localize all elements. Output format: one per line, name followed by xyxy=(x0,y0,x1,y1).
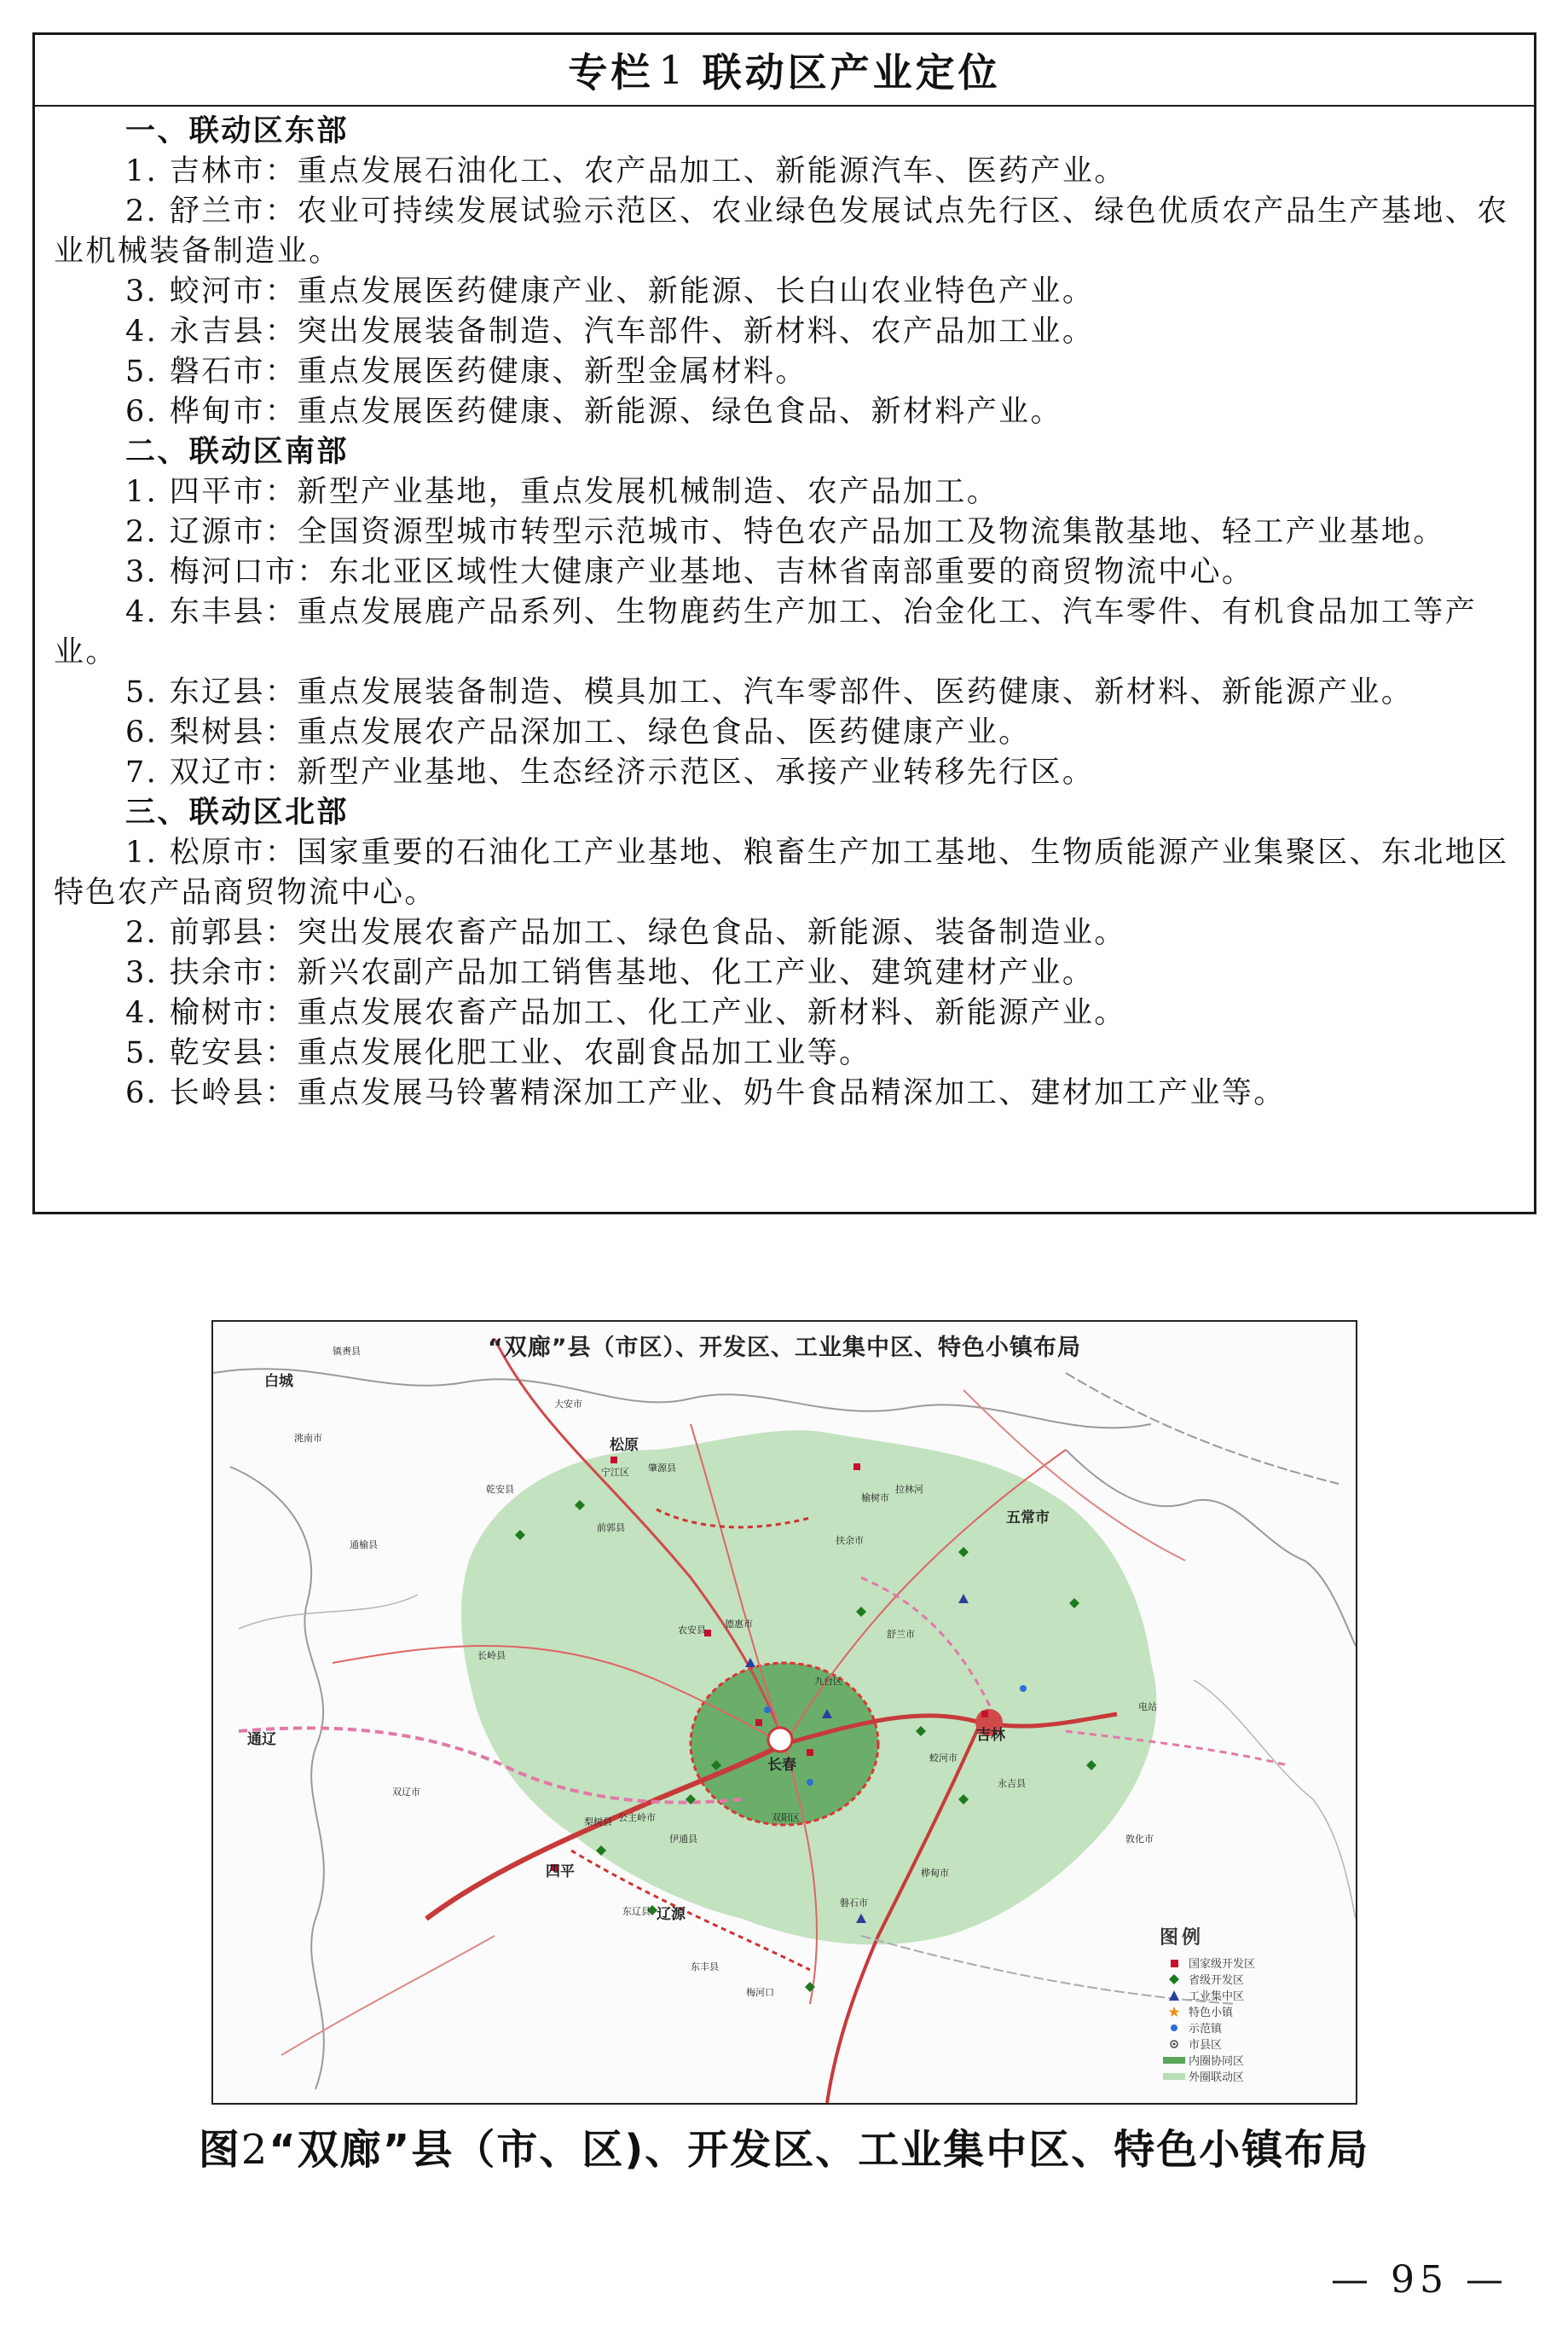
legend-list xyxy=(1160,1955,1339,2084)
map-place-label: 通辽 xyxy=(247,1731,276,1748)
map-place-label: 敦化市 xyxy=(1125,1833,1154,1845)
map-marker xyxy=(764,1706,771,1713)
map-marker xyxy=(755,1719,762,1726)
map-place-label: 白城 xyxy=(264,1373,293,1390)
legend-label: 特色小镇 xyxy=(1189,2007,1234,2019)
section-heading: 二、联动区南部 xyxy=(125,435,349,469)
map-place-label: 永吉县 xyxy=(998,1778,1026,1789)
map-marker xyxy=(610,1457,617,1463)
legend-item xyxy=(1160,2019,1339,2036)
legend-item xyxy=(1160,1955,1339,1971)
map-place-label: 拉林河 xyxy=(895,1484,923,1495)
map-place-label: 肇源县 xyxy=(648,1462,676,1474)
band-icon xyxy=(1160,2056,1189,2065)
column-title-number: 1 xyxy=(658,47,687,93)
page-number: — 95 — xyxy=(1331,2258,1508,2302)
column-box xyxy=(32,32,1536,1214)
map-marker xyxy=(807,1779,813,1786)
map-place-label: 农安县 xyxy=(678,1625,706,1636)
map-place-label: 榆树市 xyxy=(861,1492,889,1503)
figure-caption xyxy=(0,2117,1568,2175)
map-place-label: 双阳区 xyxy=(772,1812,800,1823)
list-item: 3. 梅河口市：东北亚区域性大健康产业基地、吉林省南部重要的商贸物流中心。 xyxy=(125,555,1254,589)
list-item: 3. 扶余市：新兴农副产品加工销售基地、化工产业、建筑建材产业。 xyxy=(125,956,1095,990)
legend-label: 内圈协同区 xyxy=(1189,2055,1245,2068)
list-item: 3. 蛟河市：重点发展医药健康产业、新能源、长白山农业特色产业。 xyxy=(125,275,1095,309)
map-place-label: 舒兰市 xyxy=(887,1629,915,1640)
legend-item xyxy=(1160,2003,1339,2019)
map-place-label: 磐石市 xyxy=(840,1897,868,1908)
list-item: 2. 舒兰市：农业可持续发展试验示范区、农业绿色发展试点先行区、绿色优质农产品生产基地、农业机械装备制造业。 xyxy=(54,194,1509,269)
ring-icon xyxy=(1160,2039,1189,2049)
list-item: 6. 长岭县：重点发展马铃薯精深加工产业、奶牛食品精深加工、建材加工产业等。 xyxy=(125,1076,1286,1110)
column-title-label: 专栏 xyxy=(568,49,654,96)
legend-item xyxy=(1160,1971,1339,1987)
list-item: 5. 东辽县：重点发展装备制造、模具加工、汽车零部件、医药健康、新材料、新能源产业。 xyxy=(125,675,1414,710)
map-marker xyxy=(981,1711,988,1717)
dot-icon xyxy=(1160,2023,1189,2033)
list-item: 5. 乾安县：重点发展化肥工业、农副食品加工业等。 xyxy=(125,1036,871,1070)
map-place-label: 东丰县 xyxy=(691,1961,719,1972)
map-place-label: 伊通县 xyxy=(669,1833,697,1845)
page-number-value: 95 xyxy=(1391,2258,1449,2302)
map-place-label: 通榆县 xyxy=(350,1539,378,1550)
map-marker xyxy=(853,1463,860,1470)
section-heading: 三、联动区北部 xyxy=(125,796,349,830)
legend-label: 市县区 xyxy=(1189,2039,1223,2052)
caption-number: 2 xyxy=(240,2126,269,2174)
map-marker xyxy=(1020,1685,1027,1692)
map-place-label: 四平 xyxy=(546,1863,575,1880)
list-item: 6. 桦甸市：重点发展医药健康、新能源、绿色食品、新材料产业。 xyxy=(125,395,1062,429)
legend-label: 工业集中区 xyxy=(1189,1990,1245,2003)
star-icon xyxy=(1160,2006,1189,2018)
column-title xyxy=(35,35,1534,107)
map-place-label: 长春 xyxy=(767,1757,796,1774)
map-place-label: 扶余市 xyxy=(836,1535,864,1546)
list-item: 4. 东丰县：重点发展鹿产品系列、生物鹿药生产加工、冶金化工、汽车零件、有机食品加工等产业。 xyxy=(54,595,1478,669)
map-place-label: 公主岭市 xyxy=(618,1812,656,1823)
legend-item xyxy=(1160,2052,1339,2068)
legend-title: 图例 xyxy=(1160,1927,1205,1949)
map-place-label: 宁江区 xyxy=(601,1467,629,1478)
list-item: 1. 松原市：国家重要的石油化工产业基地、粮畜生产加工基地、生物质能源产业集聚区、东北地区特色农产品商贸物流中心。 xyxy=(54,836,1509,910)
column-body xyxy=(35,107,1534,1114)
map-place-label: 长岭县 xyxy=(477,1650,506,1661)
map-place-label: 前郭县 xyxy=(597,1522,625,1533)
list-item: 2. 辽源市：全国资源型城市转型示范城市、特色农产品加工及物流集散基地、轻工产业基地。 xyxy=(125,515,1445,549)
legend-item xyxy=(1160,2068,1339,2084)
map-place-label: 蛟河市 xyxy=(929,1752,958,1764)
map-place-label: 德惠市 xyxy=(725,1619,753,1630)
caption-text: “双廊”县（市、区)、开发区、工业集中区、特色小镇布局 xyxy=(269,2126,1370,2174)
legend-label: 示范镇 xyxy=(1189,2023,1223,2036)
legend-item xyxy=(1160,1987,1339,2003)
map-place-label: 辽源 xyxy=(657,1906,686,1923)
legend-label: 省级开发区 xyxy=(1189,1974,1245,1987)
map-marker xyxy=(807,1749,813,1756)
legend-label: 国家级开发区 xyxy=(1189,1958,1256,1971)
map-place-label: 电站 xyxy=(1138,1701,1157,1712)
list-item: 4. 永吉县：突出发展装备制造、汽车部件、新材料、农产品加工业。 xyxy=(125,315,1095,349)
diamond-icon xyxy=(1160,1973,1189,1985)
map-place-label: 乾安县 xyxy=(486,1484,514,1495)
column-title-text: 联动区产业定位 xyxy=(702,49,1001,96)
list-item: 7. 双辽市：新型产业基地、生态经济示范区、承接产业转移先行区。 xyxy=(125,756,1095,790)
section-heading: 一、联动区东部 xyxy=(125,114,349,148)
map-place-label: 松原 xyxy=(610,1437,639,1454)
list-item: 1. 四平市：新型产业基地，重点发展机械制造、农产品加工。 xyxy=(125,475,999,509)
map-legend xyxy=(1160,1923,1339,2084)
map-place-label: 大安市 xyxy=(554,1399,582,1410)
map-place-label: 桦甸市 xyxy=(921,1868,949,1879)
triangle-icon xyxy=(1160,1990,1189,2001)
map-place-label: 洮南市 xyxy=(294,1433,322,1444)
square-icon xyxy=(1160,1958,1189,1968)
map-place-label: 梅河口 xyxy=(746,1987,774,1998)
layout-map xyxy=(211,1320,1357,2105)
legend-item xyxy=(1160,2036,1339,2052)
caption-prefix: 图 xyxy=(198,2126,241,2174)
map-place-label: 九台区 xyxy=(814,1676,842,1687)
map-place-label: 镇赉县 xyxy=(333,1346,361,1357)
legend-label: 外圈联动区 xyxy=(1189,2071,1245,2084)
band-icon xyxy=(1160,2072,1189,2081)
map-place-label: 吉林 xyxy=(976,1727,1005,1744)
map-place-label: 双辽市 xyxy=(392,1787,420,1798)
map-title: “双廊”县（市区）、开发区、工业集中区、特色小镇布局 xyxy=(488,1335,1081,1361)
map-place-label: 五常市 xyxy=(1006,1509,1050,1526)
list-item: 4. 榆树市：重点发展农畜产品加工、化工产业、新材料、新能源产业。 xyxy=(125,996,1126,1030)
list-item: 6. 梨树县：重点发展农产品深加工、绿色食品、医药健康产业。 xyxy=(125,715,1031,750)
list-item: 2. 前郭县：突出发展农畜产品加工、绿色食品、新能源、装备制造业。 xyxy=(125,916,1126,950)
map-place-label: 梨树县 xyxy=(584,1816,612,1827)
map-place-label: 东辽县 xyxy=(622,1906,651,1917)
list-item: 1. 吉林市：重点发展石油化工、农产品加工、新能源汽车、医药产业。 xyxy=(125,154,1126,188)
list-item: 5. 磐石市：重点发展医药健康、新型金属材料。 xyxy=(125,355,807,389)
